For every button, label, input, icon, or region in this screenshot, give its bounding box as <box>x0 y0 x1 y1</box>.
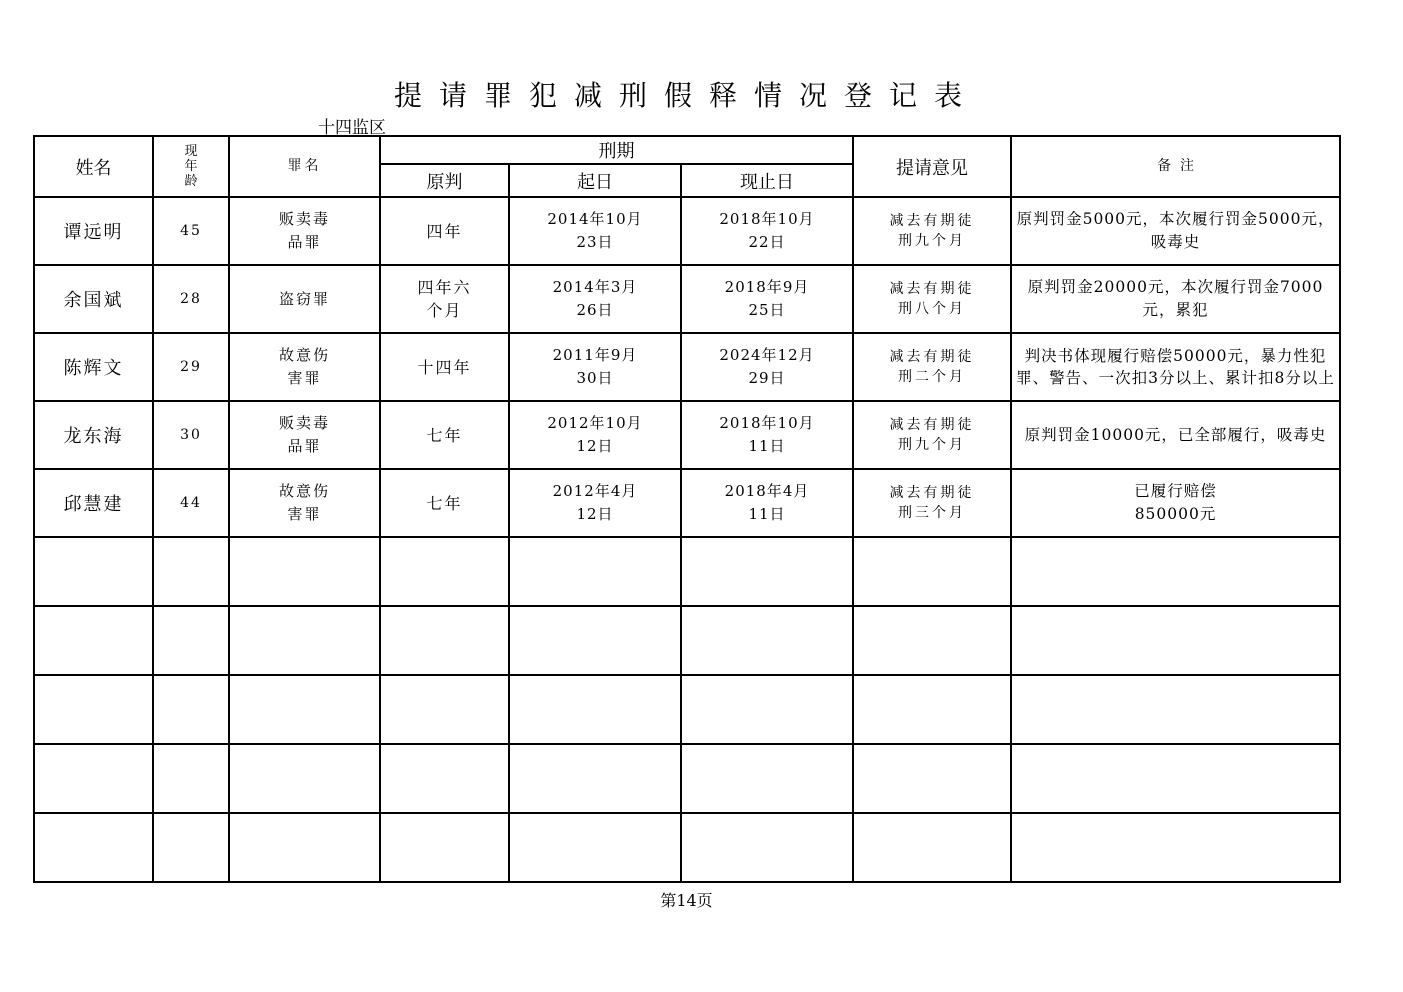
empty-row <box>34 675 1340 744</box>
empty-cell <box>34 813 153 882</box>
cell-original-text: 四年 <box>426 221 463 241</box>
cell-crime-text: 贩卖毒品罪 <box>278 210 330 251</box>
cell-original <box>380 401 509 469</box>
cell-start <box>509 469 681 537</box>
empty-row <box>34 537 1340 606</box>
cell-start-text: 2014年3月26日 <box>552 278 638 319</box>
cell-end-text: 2018年9月25日 <box>724 278 810 319</box>
empty-cell <box>681 675 853 744</box>
empty-row <box>34 606 1340 675</box>
cell-end <box>681 401 853 469</box>
empty-cell <box>380 813 509 882</box>
empty-cell <box>34 744 153 813</box>
empty-cell <box>1011 537 1340 606</box>
cell-original <box>380 265 509 333</box>
header-age <box>153 136 229 197</box>
empty-cell <box>380 744 509 813</box>
empty-cell <box>509 606 681 675</box>
empty-cell <box>34 606 153 675</box>
cell-crime <box>229 265 380 333</box>
cell-age: 45 <box>153 197 229 265</box>
empty-cell <box>1011 675 1340 744</box>
empty-cell <box>681 813 853 882</box>
table-row <box>34 469 1340 537</box>
empty-cell <box>1011 813 1340 882</box>
cell-age: 30 <box>153 401 229 469</box>
header-original: 原判 <box>380 164 509 197</box>
empty-cell <box>229 744 380 813</box>
cell-original-text: 七年 <box>426 493 463 513</box>
cell-name: 余国斌 <box>34 265 153 333</box>
cell-crime <box>229 469 380 537</box>
cell-name: 龙东海 <box>34 401 153 469</box>
cell-end-text: 2024年12月29日 <box>719 346 815 387</box>
empty-cell <box>153 606 229 675</box>
page-title: 提请罪犯减刑假释情况登记表 <box>393 79 979 112</box>
empty-cell <box>229 813 380 882</box>
empty-cell <box>509 675 681 744</box>
empty-cell <box>509 744 681 813</box>
cell-original <box>380 333 509 401</box>
cell-start-text: 2011年9月30日 <box>552 346 638 387</box>
empty-cell <box>681 537 853 606</box>
empty-cell <box>34 537 153 606</box>
empty-cell <box>853 813 1011 882</box>
empty-cell <box>380 606 509 675</box>
empty-cell <box>853 606 1011 675</box>
empty-cell <box>380 537 509 606</box>
empty-cell <box>153 675 229 744</box>
cell-crime-text: 贩卖毒品罪 <box>278 414 330 455</box>
cell-end-text: 2018年10月22日 <box>719 210 815 251</box>
cell-start <box>509 265 681 333</box>
cell-crime-text: 故意伤害罪 <box>278 482 330 523</box>
cell-remarks: 判决书体现履行赔偿50000元，暴力性犯罪、警告、一次扣3分以上、累计扣8分以上 <box>1011 333 1340 401</box>
cell-end <box>681 265 853 333</box>
empty-cell <box>853 744 1011 813</box>
header-term: 刑期 <box>380 136 853 164</box>
cell-crime <box>229 333 380 401</box>
cell-remarks <box>1011 469 1340 537</box>
empty-cell <box>853 675 1011 744</box>
cell-opinion: 减去有期徒刑九个月 <box>853 401 1011 469</box>
table-row <box>34 265 1340 333</box>
header-end: 现止日 <box>681 164 853 197</box>
empty-cell <box>1011 606 1340 675</box>
header-age-text: 现年龄 <box>184 144 198 189</box>
cell-age: 44 <box>153 469 229 537</box>
cell-original <box>380 197 509 265</box>
cell-original-text: 四年六个月 <box>417 278 472 320</box>
empty-cell <box>509 813 681 882</box>
cell-name: 陈辉文 <box>34 333 153 401</box>
cell-original-text: 七年 <box>426 425 463 445</box>
district-label: 十四监区 <box>318 118 386 138</box>
cell-crime-text: 盗窃罪 <box>278 289 330 308</box>
cell-end-text: 2018年10月11日 <box>719 414 815 455</box>
cell-name: 邱慧建 <box>34 469 153 537</box>
header-start: 起日 <box>509 164 681 197</box>
cell-start <box>509 333 681 401</box>
cell-remarks: 原判罚金20000元，本次履行罚金7000元，累犯 <box>1011 265 1340 333</box>
empty-cell <box>153 744 229 813</box>
cell-age: 29 <box>153 333 229 401</box>
empty-row <box>34 813 1340 882</box>
empty-row <box>34 744 1340 813</box>
cell-start <box>509 401 681 469</box>
cell-opinion: 减去有期徒刑九个月 <box>853 197 1011 265</box>
empty-cell <box>681 744 853 813</box>
cell-end <box>681 197 853 265</box>
table-row <box>34 333 1340 401</box>
empty-cell <box>229 675 380 744</box>
page-number: 第14页 <box>660 891 713 910</box>
cell-original-text: 十四年 <box>417 357 472 377</box>
cell-remarks: 原判罚金10000元，已全部履行，吸毒史 <box>1011 401 1340 469</box>
cell-crime-text: 故意伤害罪 <box>278 346 330 387</box>
header-opinion: 提请意见 <box>853 136 1011 197</box>
cell-end <box>681 333 853 401</box>
cell-crime <box>229 197 380 265</box>
header-remarks: 备 注 <box>1011 136 1340 197</box>
cell-crime <box>229 401 380 469</box>
cell-start-text: 2012年4月12日 <box>552 482 638 523</box>
cell-opinion: 减去有期徒刑三个月 <box>853 469 1011 537</box>
cell-remarks: 原判罚金5000元，本次履行罚金5000元，吸毒史 <box>1011 197 1340 265</box>
cell-opinion: 减去有期徒刑二个月 <box>853 333 1011 401</box>
cell-name: 谭远明 <box>34 197 153 265</box>
register-table <box>33 135 1341 883</box>
table-row <box>34 197 1340 265</box>
empty-cell <box>380 675 509 744</box>
header-row <box>34 136 1340 164</box>
table-row <box>34 401 1340 469</box>
empty-cell <box>153 813 229 882</box>
header-name: 姓名 <box>34 136 153 197</box>
cell-start-text: 2014年10月23日 <box>547 210 643 251</box>
cell-end-text: 2018年4月11日 <box>724 482 810 523</box>
empty-cell <box>509 537 681 606</box>
empty-cell <box>681 606 853 675</box>
cell-remarks-text: 已履行赔偿850000元 <box>1134 482 1217 523</box>
empty-cell <box>34 675 153 744</box>
empty-cell <box>153 537 229 606</box>
empty-cell <box>1011 744 1340 813</box>
cell-opinion: 减去有期徒刑八个月 <box>853 265 1011 333</box>
empty-cell <box>229 537 380 606</box>
empty-cell <box>229 606 380 675</box>
header-crime: 罪名 <box>229 136 380 197</box>
cell-age: 28 <box>153 265 229 333</box>
cell-start-text: 2012年10月12日 <box>547 414 643 455</box>
cell-end <box>681 469 853 537</box>
cell-original <box>380 469 509 537</box>
empty-cell <box>853 537 1011 606</box>
cell-start <box>509 197 681 265</box>
